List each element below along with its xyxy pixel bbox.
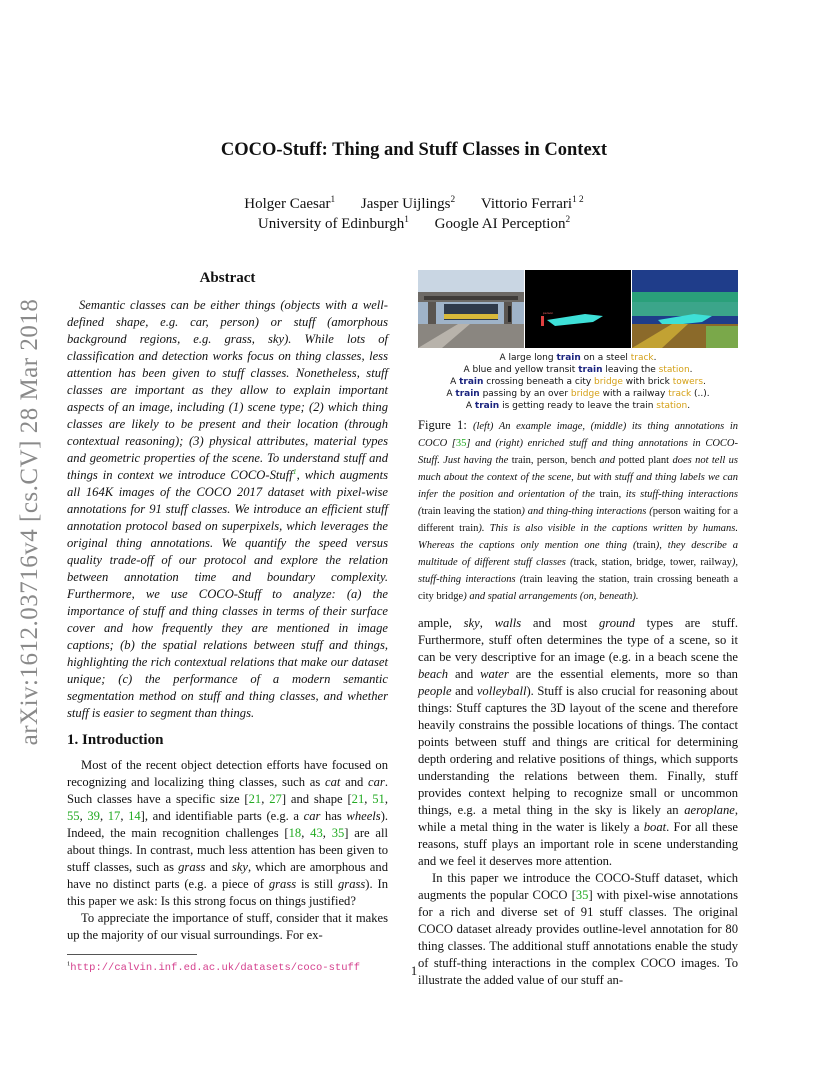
- figure-1-images: [418, 270, 738, 348]
- figure-1-caption: Figure 1: (left) An example image, (middle) its thing annotations in COCO [35] and (right) enriched stuff and thing annotations in COCO-Stuff. Just having the train, person, bench and potted plant does not tell us much about the context of the scene, but with stuff and thing labels we can infer the position and orientation of the train, its stuff-thing interactions (train leaving the station) and thing-thing interactions (person waiting for a different train). This is also visible in the captions written by humans. Whereas the captions only mention one thing (train), they describe a multitude of different stuff classes (track, station, bridge, tower, railway), stuff-thing interactions (train leaving the station, train crossing beneath a city bridge) and spatial arrangements (on, beneath).: [418, 418, 739, 602]
- svg-text:person: person: [543, 311, 554, 315]
- stuff-annotation-image: [632, 270, 738, 348]
- citation-link[interactable]: 55: [67, 809, 80, 823]
- left-column: [67, 268, 388, 975]
- author: Jasper Uijlings$^2$: [360, 195, 456, 212]
- caption-line: A train is getting ready to leave the train station.: [465, 401, 691, 411]
- arxiv-sidebar: [14, 282, 46, 762]
- paper-title: COCO-Stuff: Thing and Stuff Classes in Context: [220, 140, 608, 160]
- arxiv-identifier: arXiv:1612.03716v4 [cs.CV] 28 Mar 2018: [16, 298, 43, 746]
- intro-paragraph-2: To appreciate the importance of stuff, consider that it makes up the majority of our visual surroundings. For ex-: [67, 911, 388, 942]
- footnote-divider: [67, 954, 197, 955]
- figure-photo-panel: [418, 270, 524, 348]
- page-number: 1: [410, 964, 418, 978]
- citation-link[interactable]: 14: [128, 809, 141, 823]
- affiliation-line: [0, 214, 828, 234]
- author-block: [0, 194, 828, 234]
- body-paragraph: ample, sky, walls and most ground types are stuff. Furthermore, stuff often determines the type of a scene, so it can be very descriptive for an image (e.g. in a beach scene the beach and water are the essential elements, more so than people and volleyball). Stuff is also crucial for reasoning about things: Stuff captures the 3D layout of the scene and therefore heavily constrains the possible locations of things. The contact points between stuff and things are critical for determining depth ordering and relative positions of things, which supports understanding the relations between them. Finally, stuff provides context helping to recognize small or uncommon things, e.g. a metal thing in the sky is likely an aeroplane, while a metal thing in the water is likely a boat. For all these reasons, stuff plays an important role in scene understanding and we feel it deserves more attention.: [418, 616, 738, 868]
- footnote-url-link[interactable]: http://calvin.inf.ed.ac.uk/datasets/coco-stuff: [70, 962, 361, 974]
- affiliation: University of Edinburgh$^1$: [257, 215, 409, 232]
- caption-line: A blue and yellow transit train leaving the station.: [463, 365, 693, 375]
- abstract-heading: Abstract: [199, 270, 256, 286]
- right-body-text: [418, 615, 738, 989]
- section-heading-introduction: 1. Introduction: [67, 732, 164, 748]
- citation-link[interactable]: 18: [288, 826, 302, 840]
- right-column: [418, 268, 738, 989]
- caption-line: A train passing by an over bridge with a railway track (..).: [446, 389, 710, 399]
- citation-link[interactable]: 21: [351, 792, 365, 806]
- thing-annotation-image: [525, 270, 631, 348]
- citation-link[interactable]: 43: [310, 826, 323, 840]
- author: Vittorio Ferrari$^{1 2}$: [480, 195, 584, 212]
- footnote: $^1$http://calvin.inf.ed.ac.uk/datasets/coco-stuff: [67, 960, 361, 974]
- citation-link[interactable]: 27: [269, 792, 282, 806]
- author: Holger Caesar$^1$: [244, 195, 336, 212]
- figure-stuff-annotation-panel: [632, 270, 738, 348]
- citation-link[interactable]: 21: [248, 792, 262, 806]
- citation-link[interactable]: 35: [575, 888, 589, 902]
- intro-paragraph-1: Most of the recent object detection efforts have focused on recognizing and localizing thing classes, such as cat and car. Such classes have a specific size [21, 27] and shape [21, 51, 55, 39, 17, 14], and identifiable parts (e.g. a car has wheels). Indeed, the main recognition challenges [18, 43, 35] are all about things. In contrast, much less attention has been given to stuff classes, such as grass and sky, which are amorphous and have no distinct parts (e.g. a piece of grass is still grass). In this paper we ask: Is this strong focus on things justified?: [67, 758, 389, 908]
- abstract-text: Semantic classes can be either things (objects with a well-defined shape, e.g. car, person) or stuff (amorphous background regions, e.g. grass, sky). While lots of classification and detection works focus on thing classes, less attention has been given to stuff classes. Nonetheless, stuff classes are important as they allow to explain important aspects of an image, including (1) scene type; (2) which thing classes are likely to be present and their location (through contextual reasoning); (3) physical attributes, material types and geometric properties of the scene. To understand stuff and things in context we introduce COCO-Stuff$^1$, which augments all 164K images of the COCO 2017 dataset with pixel-wise annotations for 91 stuff classes. We introduce an efficient stuff annotation protocol based on superpixels, which leverages the original thing annotations. We quantify the speed versus quality trade-off of our protocol and explore the relation between annotation time and boundary complexity. Furthermore, we use COCO-Stuff to analyze: (a) the importance of stuff and thing classes in terms of their surface cover and how frequently they are mentioned in image captions; (b) the spatial relations between stuff and things, highlighting the rich contextual relations that make our dataset unique; (c) the performance of a modern semantic segmentation method on stuff and thing classes, and whether stuff is easier to segment than things.: [67, 298, 388, 720]
- author-line: [0, 194, 828, 214]
- caption-line: A train crossing beneath a city bridge with brick towers.: [450, 377, 706, 387]
- footnote-mark[interactable]: 1: [292, 466, 297, 476]
- human-captions: [418, 352, 738, 412]
- citation-link[interactable]: 39: [87, 809, 100, 823]
- affiliation: Google AI Perception$^2$: [434, 215, 571, 232]
- caption-line: A large long train on a steel track.: [499, 353, 657, 363]
- citation-link[interactable]: 35: [331, 826, 345, 840]
- figure-thing-annotation-panel: [525, 270, 631, 348]
- citation-link[interactable]: 35: [455, 438, 467, 449]
- train-station-photo: [418, 270, 524, 348]
- citation-link[interactable]: 51: [372, 792, 385, 806]
- citation-link[interactable]: 17: [107, 809, 121, 823]
- body-paragraph: In this paper we introduce the COCO-Stuff dataset, which augments the popular COCO [35] with pixel-wise annotations for a rich and diverse set of 91 stuff classes. The original COCO dataset already provides outline-level annotation for 80 thing classes. The additional stuff annotations enable the study of stuff-thing interactions in the complex COCO images. To illustrate the added value of our stuff an-: [418, 871, 738, 987]
